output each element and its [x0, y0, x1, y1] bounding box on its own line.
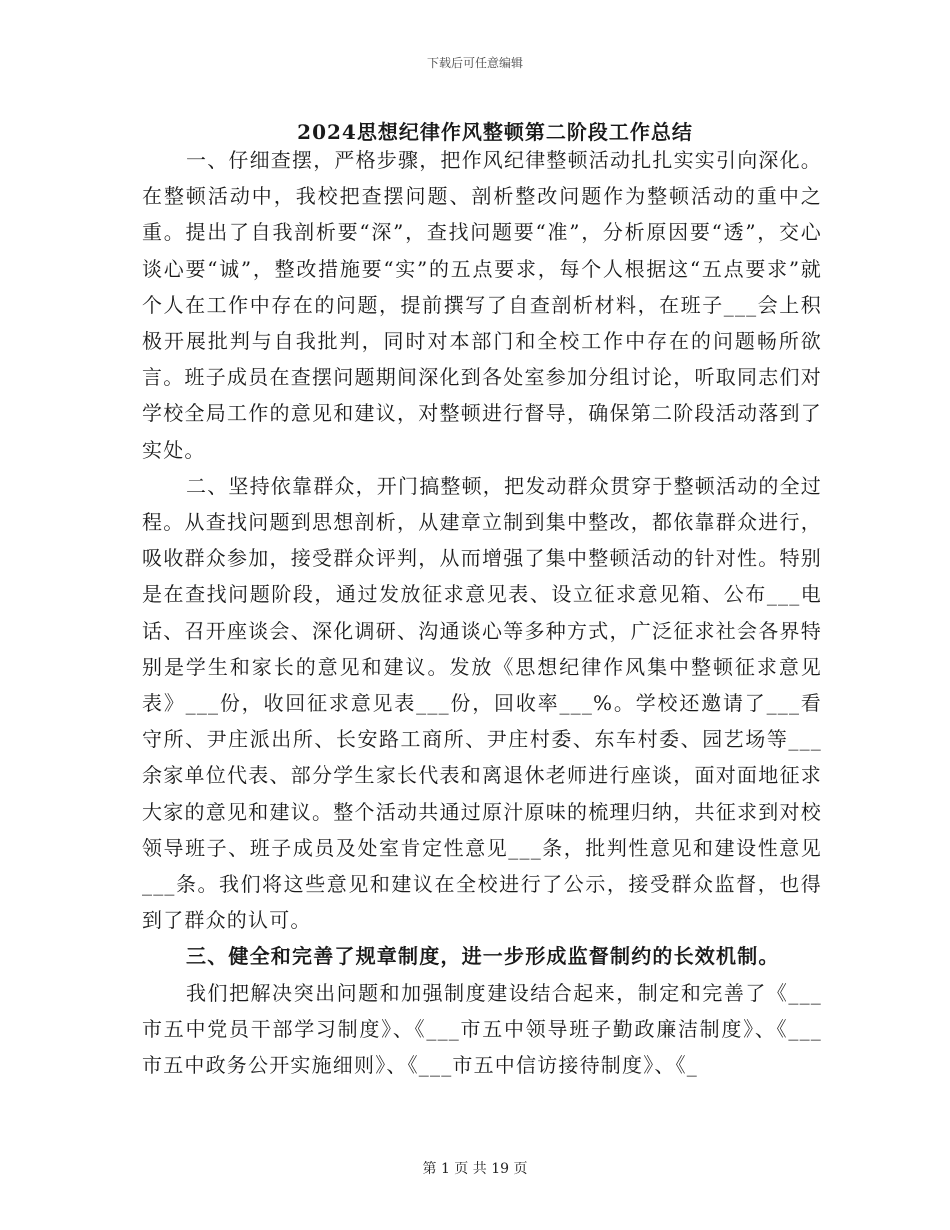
document-title: 2024思想纪律作风整顿第二阶段工作总结 [297, 120, 693, 144]
page-header-note: 下载后可任意编辑 [426, 56, 523, 70]
paragraph-section-3-heading: 三、健全和完善了规章制度，进一步形成监督制约的长效机制。 [186, 944, 780, 969]
paragraph-section-1: 一、仔细查摆，严格步骤，把作风纪律整顿活动扎扎实实引向深化。在整顿活动中，我校把查摆问题、剖析整改问题作为整顿活动的重中之重。提出了自我剖析要“深”，查找问题要“准”，分析原因要“透”，交心谈心要“诚”，整改措施要“实”的五点要求，每个人根据这“五点要求”就个人在工作中存在的问题，提前撰写了自查剖析材料，在班子___会上积极开展批判与自我批判，同时对本部门和全校工作中存在的问题畅所欲言。班子成员在查摆问题期间深化到各处室参加分组讨论，听取同志们对学校全局工作的意见和建议，对整顿进行督导，确保第二阶段活动落到了实处。 [142, 148, 822, 462]
document-body [142, 142, 822, 1083]
page-number: 第 1 页 共 19 页 [422, 1161, 528, 1177]
paragraph-section-2: 二、坚持依靠群众，开门搞整顿，把发动群众贯穿于整顿活动的全过程。从查找问题到思想剖析，从建章立制到集中整改，都依靠群众进行，吸收群众参加，接受群众评判，从而增强了集中整顿活动的针对性。特别是在查找问题阶段，通过发放征求意见表、设立征求意见箱、公布___电话、召开座谈会、深化调研、沟通谈心等多种方式，广泛征求社会各界特别是学生和家长的意见和建议。发放《思想纪律作风集中整顿征求意见表》___份，收回征求意见表___份，回收率___%。学校还邀请了___看守所、尹庄派出所、长安路工商所、尹庄村委、东车村委、园艺场等___余家单位代表、部分学生家长代表和离退休老师进行座谈，面对面地征求大家的意见和建议。整个活动共通过原汁原味的梳理归纳，共征求到对校领导班子、班子成员及处室肯定性意见___条，批判性意见和建设性意见___条。我们将这些意见和建议在全校进行了公示，接受群众监督，也得到了群众的认可。 [142, 473, 822, 933]
paragraph-section-3-body: 我们把解决突出问题和加强制度建设结合起来，制定和完善了《___市五中党员干部学习制度》、《___市五中领导班子勤政廉洁制度》、《___市五中政务公开实施细则》、《___市五中信访接待制度》、《_ [142, 980, 822, 1078]
